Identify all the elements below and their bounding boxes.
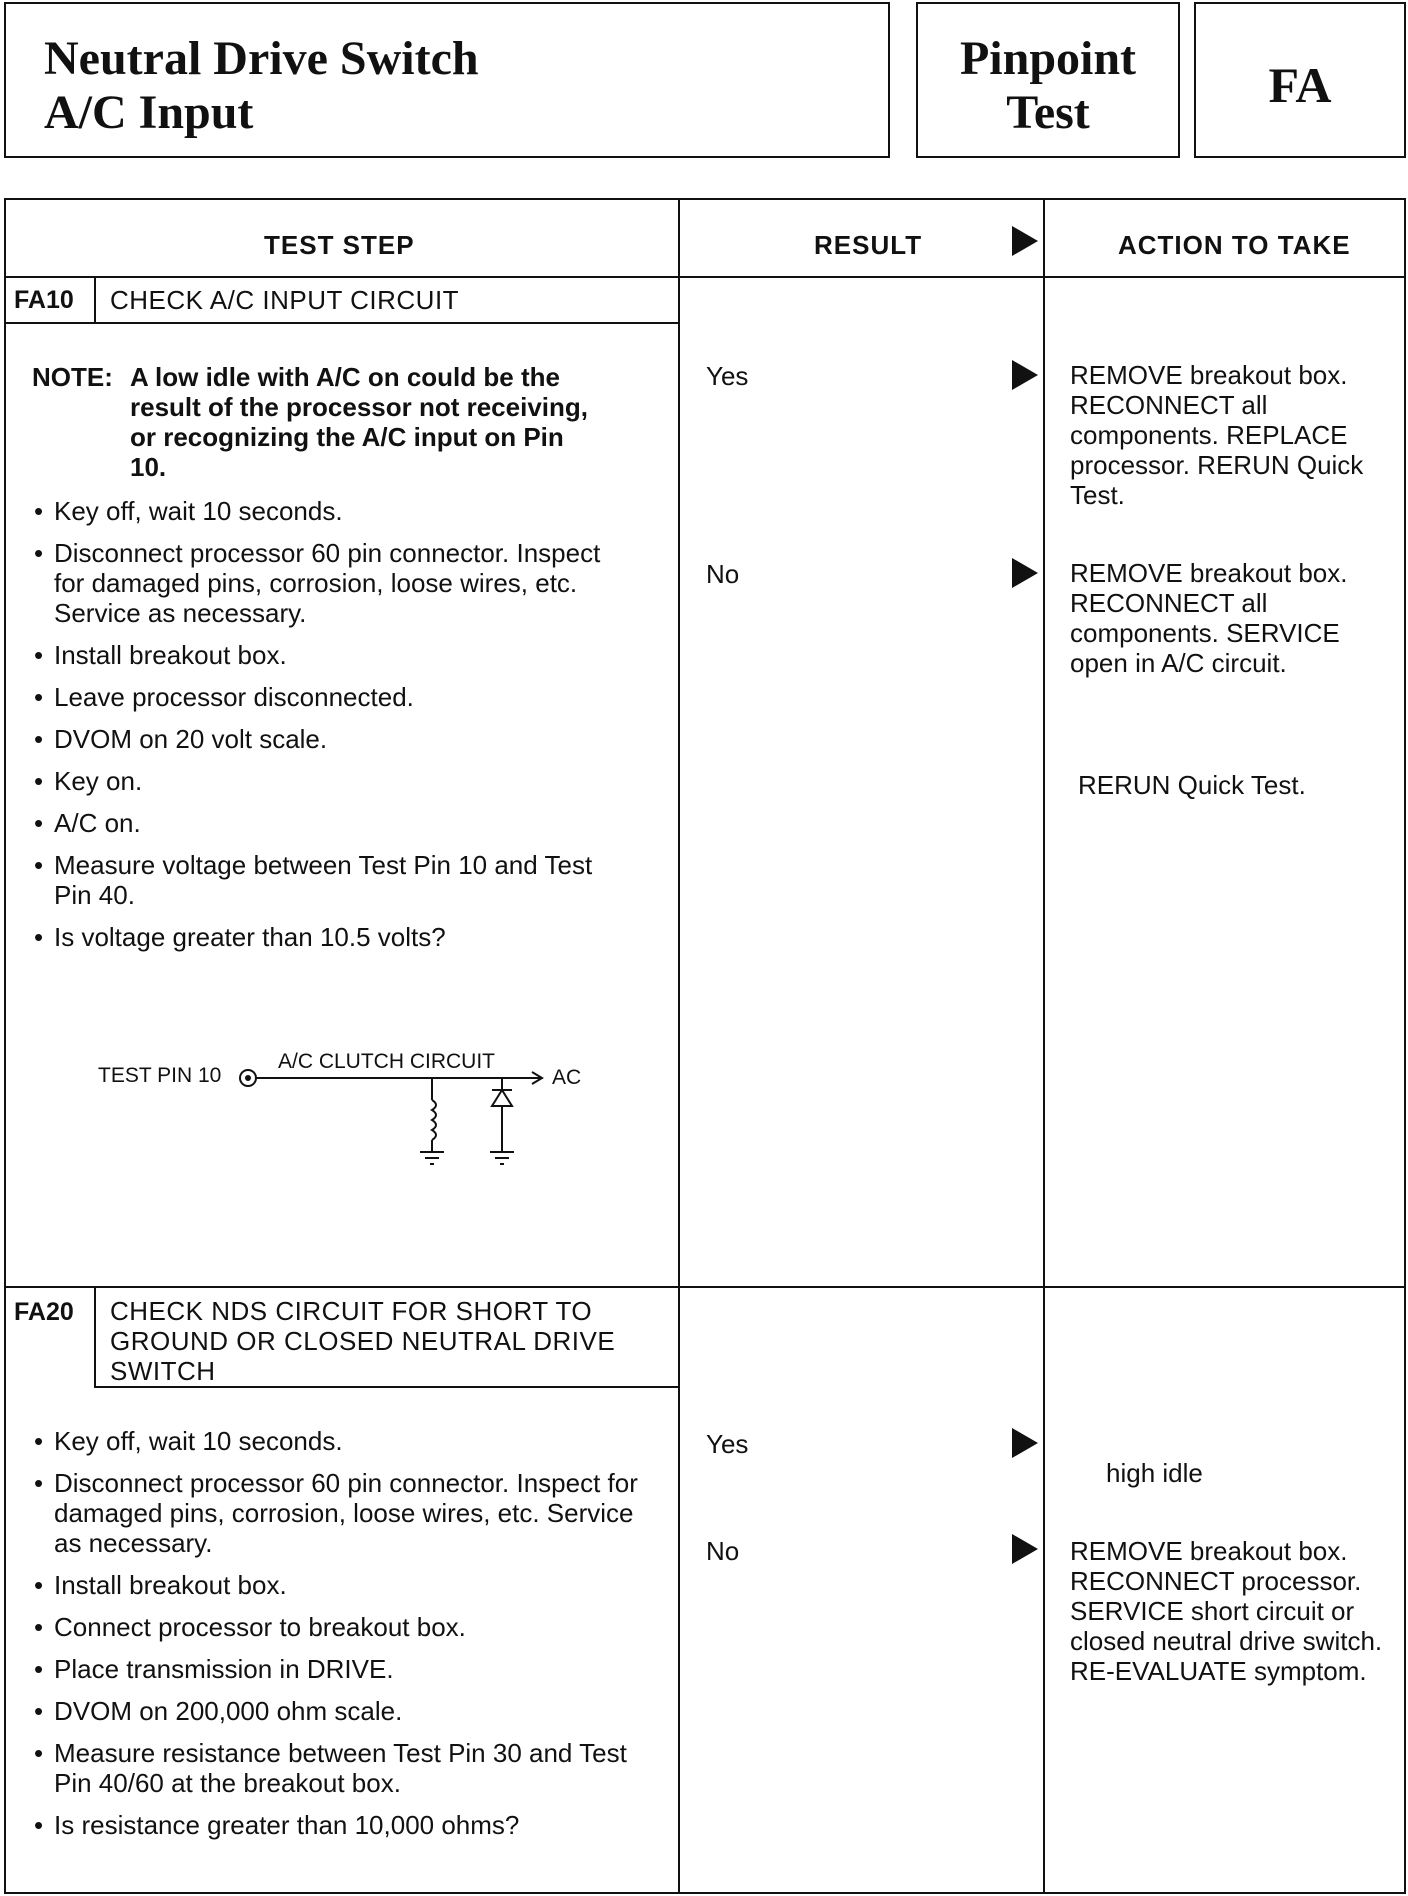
fa20-result-no: No: [706, 1536, 740, 1566]
fa10-note-line-2: result of the processor not receiving,: [130, 392, 588, 422]
fa10-step-item: • Install breakout box.: [32, 640, 632, 670]
title-line-2: A/C Input: [44, 86, 254, 139]
fa20-step-item: • Connect processor to breakout box.: [32, 1612, 662, 1642]
fa10-step-item: • Leave processor disconnected.: [32, 682, 632, 712]
schematic-pin-label: TEST PIN 10: [98, 1064, 222, 1087]
fa20-action-yes: high idle: [1106, 1458, 1203, 1488]
schematic-circuit-label: A/C CLUTCH CIRCUIT: [278, 1050, 496, 1073]
fa10-step-item: • Is voltage greater than 10.5 volts?: [32, 922, 632, 952]
fa20-result-yes: Yes: [706, 1429, 749, 1459]
fa20-step-item: • DVOM on 200,000 ohm scale.: [32, 1696, 662, 1726]
fa10-step-item: • Disconnect processor 60 pin connector. Inspect for damaged pins, corrosion, loose wires, etc. Service as necessary.: [32, 538, 632, 628]
fa20-step-list: [32, 1426, 662, 1852]
column-divider-1: [678, 200, 680, 1894]
header-row-divider: [6, 276, 1404, 278]
title-box: [4, 2, 890, 158]
title-line-1: Neutral Drive Switch: [44, 32, 479, 85]
fa20-step-item: • Measure resistance between Test Pin 30 and Test Pin 40/60 at the breakout box.: [32, 1738, 662, 1798]
fa10-step-item: • A/C on.: [32, 808, 632, 838]
fa20-header-divider: [94, 1386, 678, 1388]
fa10-header-divider: [6, 322, 678, 324]
pinpoint-line-1: Pinpoint: [959, 32, 1137, 85]
fa10-result-yes: Yes: [706, 361, 749, 391]
fa10-extra-action: RERUN Quick Test.: [1078, 770, 1306, 800]
fa20-step-item: • Is resistance greater than 10,000 ohms?: [32, 1810, 662, 1840]
pinpoint-box: [916, 2, 1180, 158]
fa20-no-arrow-icon: [1012, 1534, 1038, 1564]
fa10-action-no: REMOVE breakout box. RECONNECT all components. SERVICE open in A/C circuit.: [1070, 558, 1348, 678]
fa10-step-item: • Key off, wait 10 seconds.: [32, 496, 632, 526]
fa10-step-title: CHECK A/C INPUT CIRCUIT: [110, 285, 460, 315]
fa10-action-yes: REMOVE breakout box. RECONNECT all components. REPLACE processor. RERUN Quick Test.: [1070, 360, 1364, 510]
column-divider-2: [1043, 200, 1045, 1894]
fa10-result-no: No: [706, 559, 740, 589]
fa20-id-divider: [94, 1288, 96, 1386]
header-action: ACTION TO TAKE: [1118, 230, 1351, 260]
test-code-box: [1194, 2, 1406, 158]
fa20-step-item: • Place transmission in DRIVE.: [32, 1654, 662, 1684]
fa10-step-id: FA10: [14, 286, 74, 314]
fa20-step-title: [110, 1296, 670, 1386]
fa10-no-arrow-icon: [1012, 558, 1038, 588]
fa10-step-item: • Key on.: [32, 766, 632, 796]
pinpoint-label: [918, 32, 1178, 140]
fa20-yes-arrow-icon: [1012, 1428, 1038, 1458]
fa20-title-line-3: SWITCH: [110, 1356, 216, 1386]
header-arrow-icon: [1012, 226, 1038, 256]
header-result: RESULT: [814, 230, 923, 260]
step-divider: [6, 1286, 1404, 1288]
fa10-step-list: [32, 496, 632, 964]
fa10-step-item: • Measure voltage between Test Pin 10 and Test Pin 40.: [32, 850, 632, 910]
fa20-step-item: • Disconnect processor 60 pin connector. Inspect for damaged pins, corrosion, loose wires, etc. Service as necessary.: [32, 1468, 662, 1558]
test-table: [4, 198, 1406, 1894]
schematic-end-label: AC: [552, 1066, 582, 1089]
fa10-note-line-3: or recognizing the A/C input on Pin: [130, 422, 564, 452]
fa20-title-line-2: GROUND OR CLOSED NEUTRAL DRIVE: [110, 1326, 616, 1356]
fa10-step-item: • DVOM on 20 volt scale.: [32, 724, 632, 754]
fa10-note-text: [130, 362, 670, 482]
fa10-note-label: NOTE:: [32, 362, 113, 392]
pinpoint-line-2: Test: [1006, 86, 1090, 139]
fa20-step-item: • Key off, wait 10 seconds.: [32, 1426, 662, 1456]
page-title: [44, 32, 479, 140]
fa20-title-line-1: CHECK NDS CIRCUIT FOR SHORT TO: [110, 1296, 593, 1326]
header-test-step: TEST STEP: [264, 230, 415, 260]
fa20-action-no: REMOVE breakout box. RECONNECT processor. SERVICE short circuit or closed neutral drive switch. RE-EVALUATE symptom.: [1070, 1536, 1383, 1686]
fa20-step-item: • Install breakout box.: [32, 1570, 662, 1600]
test-code: FA: [1268, 57, 1332, 113]
fa10-note-line-4: 10.: [130, 452, 167, 482]
ac-clutch-circuit-schematic: [236, 1060, 556, 1170]
fa10-note-line-1: A low idle with A/C on could be the: [130, 362, 560, 392]
fa10-yes-arrow-icon: [1012, 360, 1038, 390]
fa10-id-divider: [94, 278, 96, 322]
fa20-step-id: FA20: [14, 1298, 74, 1326]
